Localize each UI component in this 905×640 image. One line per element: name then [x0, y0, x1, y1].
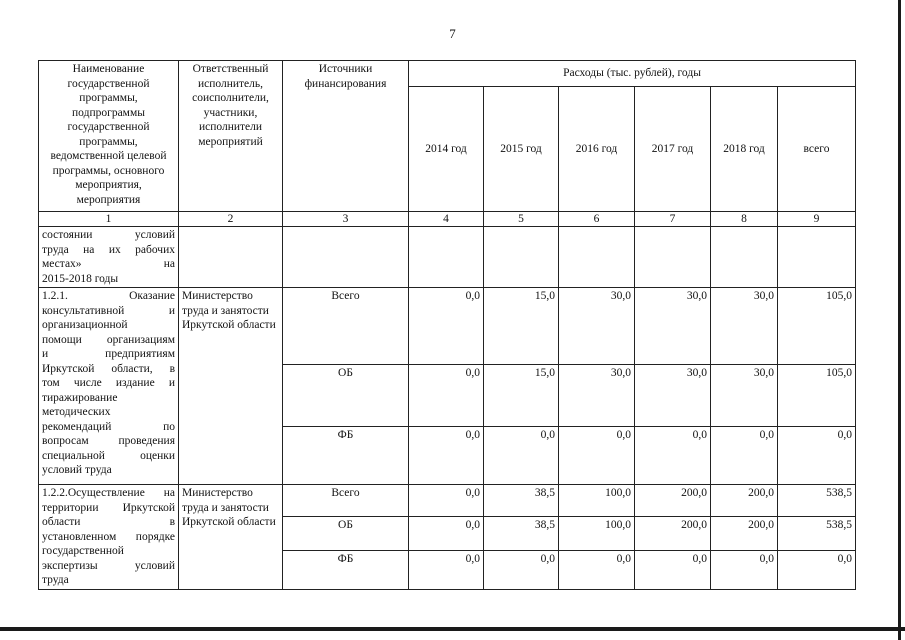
value-cell: 38,5: [484, 517, 559, 551]
value-cell: 100,0: [559, 485, 635, 517]
value-cell: 0,0: [409, 365, 484, 427]
name-line: том числе издание и: [42, 377, 175, 389]
continued-name-cell: [39, 227, 179, 288]
executor-cell: Министерство труда и занятости Иркутской области: [179, 288, 283, 485]
name-line: Иркутской области, в: [42, 362, 175, 375]
value-cell: 200,0: [711, 517, 778, 551]
value-cell: 0,0: [409, 551, 484, 589]
funding-source: Всего: [283, 485, 409, 517]
name-line: условий труда: [42, 464, 112, 476]
funding-source: ОБ: [283, 517, 409, 551]
empty-cell: [484, 227, 559, 288]
value-cell: 100,0: [559, 517, 635, 551]
table-row: [39, 288, 856, 365]
name-line: труда: [42, 574, 69, 586]
empty-cell: [179, 227, 283, 288]
value-cell: 0,0: [635, 551, 711, 589]
name-line: государственной: [42, 545, 124, 557]
activity-name-cell: [39, 288, 179, 485]
budget-table: [38, 60, 856, 590]
column-number: 7: [635, 212, 711, 227]
value-cell: 30,0: [635, 365, 711, 427]
name-line: установленном порядке: [42, 530, 175, 543]
empty-cell: [559, 227, 635, 288]
column-number: 4: [409, 212, 484, 227]
empty-cell: [711, 227, 778, 288]
column-number: 2: [179, 212, 283, 227]
name-line: помощи организациям: [42, 333, 175, 346]
value-cell: 0,0: [409, 427, 484, 485]
name-line: специальной оценки: [42, 449, 175, 462]
value-cell: 200,0: [711, 485, 778, 517]
name-line: состоянии условий: [42, 229, 175, 241]
column-number: 6: [559, 212, 635, 227]
name-line: 1.2.1. Оказание: [42, 290, 175, 302]
funding-source: ОБ: [283, 365, 409, 427]
value-cell: 15,0: [484, 288, 559, 365]
header-sources: Источники финансирования: [304, 63, 387, 90]
name-line: области в: [42, 516, 175, 528]
header-expenses: Расходы (тыс. рублей), годы: [563, 67, 701, 80]
header-executor: Ответственный исполнитель, соисполнители, участники, исполнители мероприятий: [192, 63, 269, 148]
name-line: 1.2.2.Осуществление на: [42, 487, 175, 499]
column-number: 8: [711, 212, 778, 227]
scan-border-bottom: [0, 627, 905, 631]
table-row: [39, 485, 856, 517]
header-year: 2014 год: [409, 87, 484, 212]
value-cell: 0,0: [484, 551, 559, 589]
empty-cell: [635, 227, 711, 288]
empty-cell: [409, 227, 484, 288]
continued-row: [39, 227, 856, 288]
value-cell: 0,0: [778, 551, 856, 589]
column-number: 3: [283, 212, 409, 227]
value-cell: 538,5: [778, 485, 856, 517]
empty-cell: [283, 227, 409, 288]
value-cell: 30,0: [559, 365, 635, 427]
header-year: 2017 год: [635, 87, 711, 212]
column-number: 9: [778, 212, 856, 227]
name-line: методических: [42, 406, 111, 418]
value-cell: 0,0: [559, 551, 635, 589]
name-line: вопросам проведения: [42, 435, 175, 447]
column-number: 5: [484, 212, 559, 227]
name-line: и предприятиям: [42, 348, 175, 360]
header-year: 2016 год: [559, 87, 635, 212]
value-cell: 200,0: [635, 517, 711, 551]
column-number-row: [39, 212, 856, 227]
header-year: 2018 год: [711, 87, 778, 212]
funding-source: ФБ: [283, 427, 409, 485]
header-name-cell: [39, 61, 179, 212]
funding-source: ФБ: [283, 551, 409, 589]
header-sources-cell: [283, 61, 409, 212]
value-cell: 105,0: [778, 365, 856, 427]
page-number: 7: [449, 26, 456, 41]
value-cell: 0,0: [409, 517, 484, 551]
name-line: организационной: [42, 319, 128, 331]
header-row: [39, 61, 856, 87]
header-year: 2015 год: [484, 87, 559, 212]
value-cell: 0,0: [778, 427, 856, 485]
name-line: рекомендаций по: [42, 420, 175, 433]
name-line: местах» на: [42, 258, 175, 270]
value-cell: 0,0: [409, 288, 484, 365]
name-line: экспертизы условий: [42, 559, 175, 572]
funding-source: Всего: [283, 288, 409, 365]
header-name: Наименование государственной программы, подпрограммы государственной программы, ведомственной целевой программы, основного мероприятия, мероприятия: [50, 63, 167, 206]
value-cell: 200,0: [635, 485, 711, 517]
value-cell: 0,0: [711, 551, 778, 589]
value-cell: 15,0: [484, 365, 559, 427]
value-cell: 0,0: [635, 427, 711, 485]
value-cell: 0,0: [484, 427, 559, 485]
scan-border-right: [898, 0, 901, 640]
header-executor-cell: [179, 61, 283, 212]
value-cell: 30,0: [559, 288, 635, 365]
empty-cell: [778, 227, 856, 288]
executor-cell: Министерство труда и занятости Иркутской области: [179, 485, 283, 590]
header-year: всего: [778, 87, 856, 212]
value-cell: 0,0: [409, 485, 484, 517]
name-line: территории Иркутской: [42, 501, 175, 514]
name-line: тиражирование: [42, 391, 118, 404]
value-cell: 30,0: [635, 288, 711, 365]
activity-name-cell: [39, 485, 179, 590]
value-cell: 30,0: [711, 288, 778, 365]
header-expenses-cell: [409, 61, 856, 87]
name-line: 2015-2018 годы: [42, 272, 119, 285]
name-line: труда на их рабочих: [42, 243, 175, 256]
value-cell: 0,0: [559, 427, 635, 485]
value-cell: 0,0: [711, 427, 778, 485]
value-cell: 30,0: [711, 365, 778, 427]
column-number: 1: [39, 212, 179, 227]
value-cell: 105,0: [778, 288, 856, 365]
value-cell: 38,5: [484, 485, 559, 517]
name-line: консультативной и: [42, 304, 175, 317]
value-cell: 538,5: [778, 517, 856, 551]
